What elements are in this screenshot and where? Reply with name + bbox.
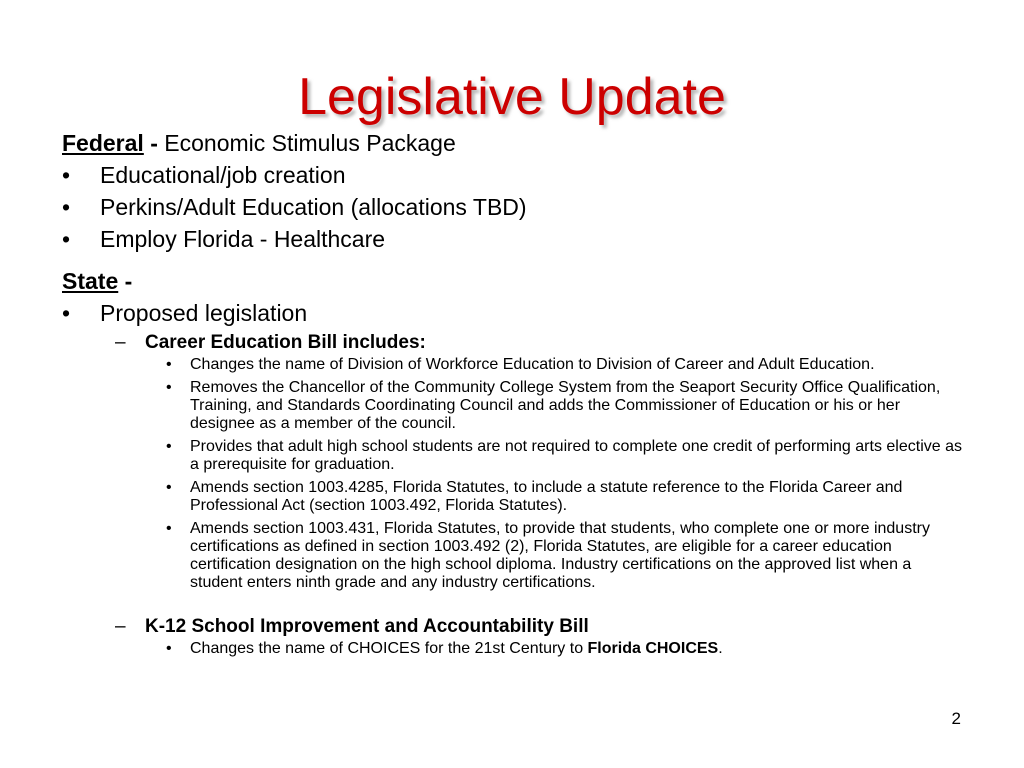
federal-text: Economic Stimulus Package [164,130,456,156]
federal-item-text: Educational/job creation [100,162,346,188]
dash-marker: – [115,332,126,353]
bullet-marker: • [166,640,172,657]
career-bill-point [62,520,962,592]
career-bill-point [62,479,962,515]
career-bill-point-text: Amends section 1003.4285, Florida Statutes, to include a statute reference to the Florida Career and Professional Act (section 1003.492, Florida Statutes). [190,479,903,514]
state-label: State [62,268,119,294]
career-bill-point-text: Amends section 1003.431, Florida Statutes, to provide that students, who complete one or more industry certifications as defined in section 1003.492 (2), Florida Statutes, are eligible for a career education certification designation on the high school diploma. Industry certifications on the approved list when a student enters ninth grade and any industry certifications. [190,520,930,591]
k12-bill-heading [62,613,962,640]
k12-bill-point [62,640,962,658]
k12-bill-point-suffix: . [718,640,723,657]
career-bill-point-text: Changes the name of Division of Workforce Education to Division of Career and Adult Education. [190,356,875,373]
federal-item-text: Employ Florida - Healthcare [100,226,386,252]
career-bill-point-text: Provides that adult high school students are not required to complete one credit of performing arts elective as a prerequisite for graduation. [190,438,962,473]
career-bill-heading-text: Career Education Bill includes: [145,332,426,353]
state-item-text: Proposed legislation [100,300,308,326]
career-bill-point [62,438,962,474]
federal-item-text: Perkins/Adult Education (allocations TBD) [100,194,527,220]
federal-item [62,191,962,223]
k12-bill-heading-text: K-12 School Improvement and Accountability Bill [145,616,589,637]
career-bill-heading [62,329,962,356]
bullet-marker: • [166,356,172,373]
bullet-marker: • [166,520,172,537]
dash-marker: – [115,616,126,637]
bullet-marker: • [166,479,172,496]
bullet-marker: • [166,379,172,396]
state-dash: - [118,268,133,294]
state-item [62,297,962,329]
bullet-marker: • [62,300,71,326]
federal-item [62,159,962,191]
bullet-marker: • [166,438,172,455]
federal-heading [62,127,962,159]
federal-item [62,223,962,255]
k12-bill-point-bold: Florida CHOICES [587,640,719,657]
state-heading [62,265,962,297]
slide-body [62,127,962,663]
career-bill-point [62,379,962,433]
federal-label: Federal [62,130,144,156]
career-bill-point [62,356,962,374]
page-number: 2 [951,709,961,728]
slide-title: Legislative Update [298,68,726,126]
federal-dash: - [143,130,165,156]
career-bill-point-text: Removes the Chancellor of the Community College System from the Seaport Security Office Qualification, Training, and Standards Coordinating Council and adds the Commissioner of Education or his or her designee as a member of the council. [190,379,941,432]
bullet-marker: • [62,226,71,252]
bullet-marker: • [62,162,71,188]
k12-bill-point-prefix: Changes the name of CHOICES for the 21st Century to [190,640,588,657]
bullet-marker: • [62,194,71,220]
